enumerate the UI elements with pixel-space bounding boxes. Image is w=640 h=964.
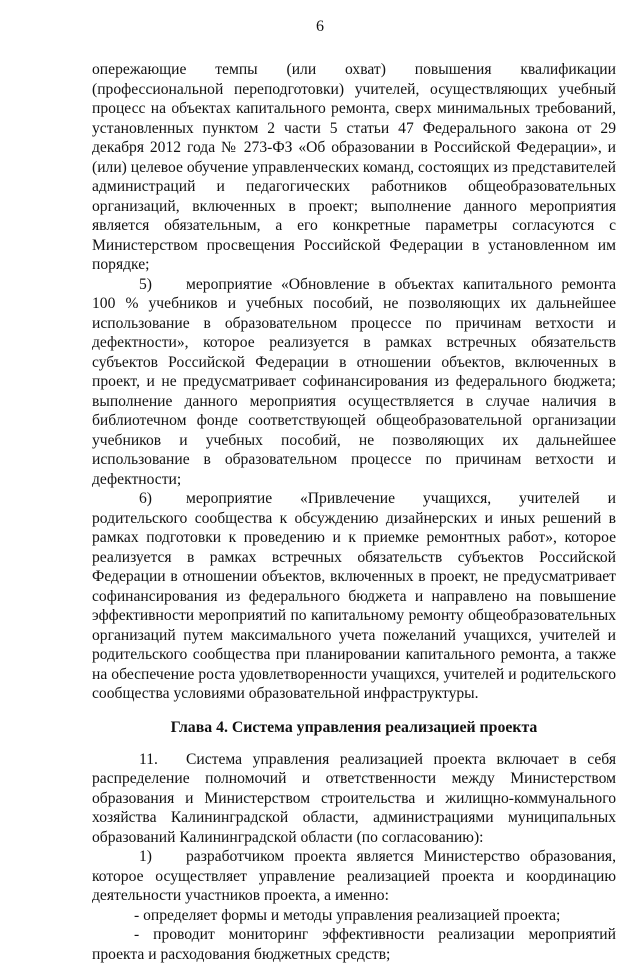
item-5-number: 5) xyxy=(139,275,152,293)
dash-item-1: - определяет формы и методы управления реализацией проекта; xyxy=(134,906,561,924)
page-number: 6 xyxy=(316,18,324,35)
clause-11 xyxy=(92,750,616,848)
item-6-text: мероприятие «Привлечение учащихся, учителей и родительского сообщества к обсуждению дизайнерских и иных решений в рамках подготовки к проведению и к приемке ремонтных работ», которое реализуется в рамках встречных обязательств субъектов Российской Федерации в отношении объектов, включенных в проект, не предусматривает софинансирования из федерального бюджета и направлено на повышение эффективности мероприятий по капитальному ремонту общеобразовательных организаций путем максимального учета пожеланий учащихся, учителей и родительского сообщества при планировании капитального ремонта, а также на обеспечение роста удовлетворенности учащихся, учителей и родительского сообщества условиями образовательной инфраструктуры. xyxy=(92,490,616,702)
subitem-1-number: 1) xyxy=(139,848,152,865)
clause-11-text: Система управления реализацией проекта включает в себя распределение полномочий и ответственности между Министерством образования и Министерством строительства и жилищно-коммунального хозяйства Калининградской области, администрациями муниципальных образований Калининградской области (по согласованию): xyxy=(92,750,616,846)
dash-item-2: - проводит мониторинг эффективности реализации мероприятий проекта и расходования бюджетных средств; xyxy=(92,926,616,963)
document-body xyxy=(92,60,616,964)
chapter-heading: Глава 4. Система управления реализацией проекта xyxy=(170,718,538,736)
paragraph-continuation: опережающие темпы (или охват) повышения квалификации (профессиональной переподготовки) учителей, осуществляющих учебный процесс на объектах капитального ремонта, сверх минимальных требований, установленных пунктом 2 части 5 статьи 47 Федерального закона от 29 декабря 2012 года № 273-ФЗ «Об образовании в Российской Федерации», и (или) целевое обучение управленческих команд, состоящих из представителей администраций и педагогических работников общеобразовательных организаций, включенных в проект; выполнение данного мероприятия является обязательным, а его конкретные параметры согласуются с Министерством просвещения Российской Федерации в установленном им порядке; xyxy=(92,61,616,273)
item-6 xyxy=(92,489,616,704)
subitem-1-text: разработчиком проекта является Министерство образования, которое осуществляет управление реализацией проекта и координацию деятельности участников проекта, а именно: xyxy=(92,848,616,904)
item-5-text: мероприятие «Обновление в объектах капитального ремонта 100 % учебников и учебных пособий, не позволяющих их дальнейшее использование в образовательном процессе по причинам ветхости и дефектности», которое реализуется в рамках встречных обязательств субъектов Российской Федерации в отношении объектов, включенных в проект, и не предусматривает софинансирования из федерального бюджета; выполнение данного мероприятия осуществляется в случае наличия в библиотечном фонде соответствующей общеобразовательной организации учебников и учебных пособий, не позволяющих их дальнейшее использование в образовательном процессе по причинам ветхости и дефектности; xyxy=(92,275,616,488)
item-5 xyxy=(92,275,616,490)
clause-11-number: 11. xyxy=(139,750,158,768)
item-6-number: 6) xyxy=(139,490,152,507)
subitem-1 xyxy=(92,847,616,906)
